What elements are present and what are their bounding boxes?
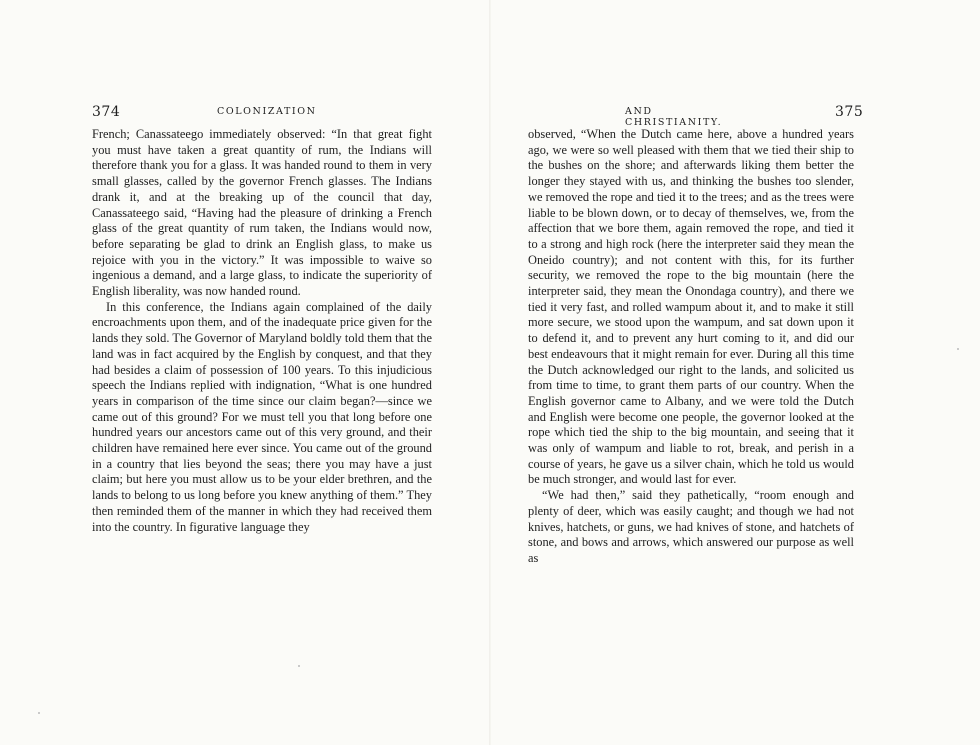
right-page-number: 375 xyxy=(835,104,864,120)
left-running-head: COLONIZATION xyxy=(217,106,317,117)
right-page-body xyxy=(528,127,854,567)
right-running-head: AND CHRISTIANITY. xyxy=(625,106,723,128)
right-paragraph-1: observed, “When the Dutch came here, above a hundred years ago, we were so well pleased with them that we tied their ship to the bushes on the shore; and afterwards liking them better the longer they stayed with us, and thinking the bushes too slender, we removed the rope and tied it to the trees; and as the trees were liable to be blown down, or to decay of themselves, we, from the affection that we bore them, again removed the rope, and tied it to a strong and high rock (here the interpreter said they mean the Oneido country); and not content with this, for its further security, we removed the rope to the big mountain (here the interpreter said, they mean the Onondaga country), and there we tied it very fast, and rolled wampum about it, and to make it still more secure, we stood upon the wampum, and sat down upon it to defend it, and to prevent any hurt coming to it, and did our best endeavours that it might remain for ever. During all this time the Dutch acknowledged our right to the lands, and solicited us from time to time, to grant them parts of our country. When the English governor came to Albany, and we were told the Dutch and English were become one people, the governor looked at the rope which tied the ship to the big mountain, and seeing that it was only of wampum and liable to rot, break, and perish in a course of years, he gave us a silver chain, which he told us would be much stronger, and would last for ever. xyxy=(528,127,854,487)
paper-speck xyxy=(298,665,300,667)
paper-speck xyxy=(38,712,40,714)
left-page-body xyxy=(92,127,432,535)
right-page xyxy=(490,0,980,745)
paper-speck xyxy=(957,348,959,350)
left-page-number: 374 xyxy=(92,104,121,120)
left-paragraph-2: In this conference, the Indians again complained of the daily encroachments upon them, and of the inadequate price given for the lands they sold. The Governor of Maryland boldly told them that the land was in fact acquired by the English by conquest, and that they had besides a claim of possession of 100 years. To this injudicious speech the Indians replied with indignation, “What is one hundred years in comparison of the time since our claim began?—since we came out of this ground? For we must tell you that long before one hundred years our ancestors came out of this very ground, and their children have remained here ever since. You came out of the ground in a country that lies beyond the seas; there you may have a just claim; but here you must allow us to be your elder brethren, and the lands to belong to us long before you knew anything of them.” They then reminded them of the manner in which they had received them into the country. In figurative language they xyxy=(92,299,432,534)
right-paragraph-2: “We had then,” said they pathetically, “room enough and plenty of deer, which was easily caught; and though we had not knives, hatchets, or guns, we had knives of stone, and hatchets of stone, and bows and arrows, which answered our purpose as well as xyxy=(528,488,854,565)
left-paragraph-1: French; Canassateego immediately observed: “In that great fight you must have taken a great quantity of rum, the Indians will therefore thank you for a glass. It was handed round to them in very small glasses, called by the governor French glasses. The Indians drank it, and at the breaking up of the council that day, Canassateego said, “Having had the pleasure of drinking a French glass of the great quantity of rum taken, the Indians would now, before separating be glad to drink an English glass, to make us rejoice with you in the victory.” It was impossible to waive so ingenious a demand, and a large glass, to indicate the superiority of English liberality, was now handed round. xyxy=(92,127,432,299)
